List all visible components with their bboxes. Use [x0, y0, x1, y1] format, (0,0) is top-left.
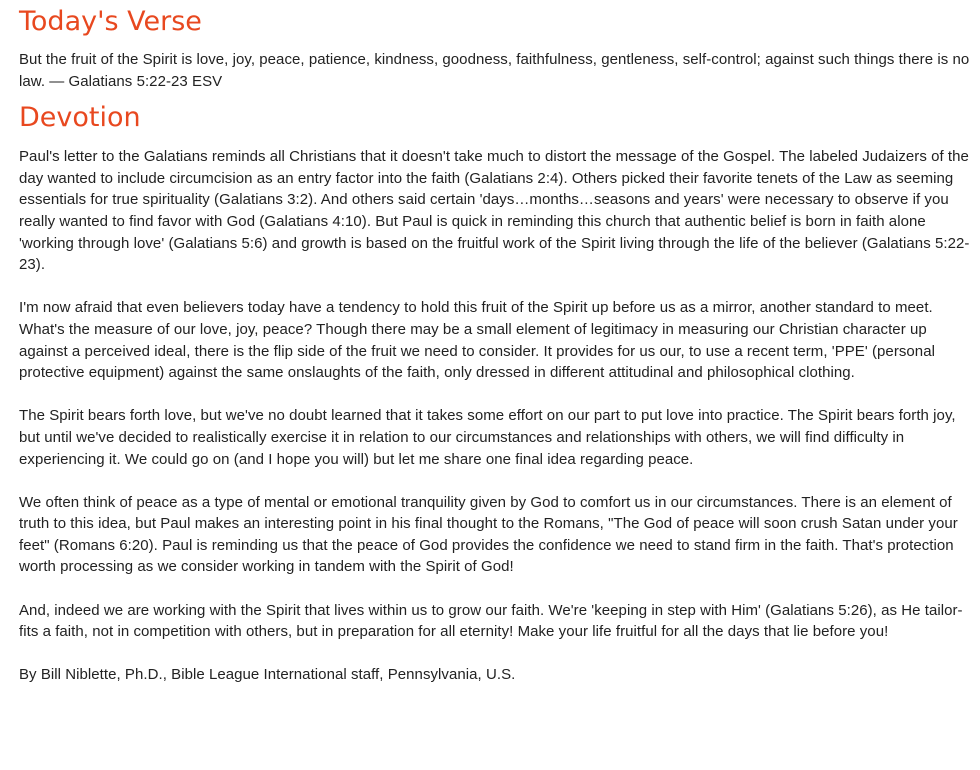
devotion-paragraph: We often think of peace as a type of mental or emotional tranquility given by God to comfort us in our circumstances. There is an element of truth to this idea, but Paul makes an interesting point in his final thought to the Romans, "The God of peace will soon crush Satan under your feet" (Romans 6:20). Paul is reminding us that the peace of God provides the confidence we need to stand firm in the faith. That's protection worth processing as we consider working in tandem with the Spirit of God!	[19, 493, 958, 576]
verse-heading: Today's Verse	[19, 6, 202, 37]
devotion-paragraph: The Spirit bears forth love, but we've no doubt learned that it takes some effort on our part to put love into practice. The Spirit bears forth joy, but until we've decided to realistically exercise it in relation to our circumstances and relationships with others, we will find difficulty in experiencing it. We could go on (and I hope you will) but let me share one final idea regarding peace.	[19, 407, 956, 468]
verse-text: But the fruit of the Spirit is love, joy, peace, patience, kindness, goodness, faithfulness, gentleness, self-control; against such things there is no law. — Galatians 5:22-23 ESV	[19, 51, 970, 90]
devotion-heading: Devotion	[19, 102, 141, 134]
devotion-paragraph: I'm now afraid that even believers today have a tendency to hold this fruit of the Spirit up before us as a mirror, another standard to meet. What's the measure of our love, joy, peace? Though there may be a small element of legitimacy in measuring our Christian character up against a perceived ideal, there is the flip side of the fruit we need to consider. It provides for us our, to use a recent term, 'PPE' (personal protective equipment) against the same onslaughts of the faith, only dressed in different attitudinal and philosophical clothing.	[19, 299, 935, 382]
verse-section	[19, 5, 970, 92]
devotion-section	[19, 101, 970, 686]
devotion-paragraph: Paul's letter to the Galatians reminds all Christians that it doesn't take much to distort the message of the Gospel. The labeled Judaizers of the day wanted to include circumcision as an entry factor into the faith (Galatians 2:4). Others picked their favorite tenets of the Law as seeming essentials for true spirituality (Galatians 3:2). And others said certain 'days…months…seasons and years' were necessary to observe if you really wanted to find favor with God (Galatians 4:10). But Paul is quick in reminding this church that authentic belief is born in faith alone 'working through love' (Galatians 5:6) and growth is based on the fruitful work of the Spirit living through the life of the believer (Galatians 5:22-23).	[19, 148, 970, 274]
author-byline: By Bill Niblette, Ph.D., Bible League International staff, Pennsylvania, U.S.	[19, 666, 516, 684]
devotion-paragraph: And, indeed we are working with the Spirit that lives within us to grow our faith. We're 'keeping in step with Him' (Galatians 5:26), as He tailor-fits a faith, not in competition with others, but in preparation for all eternity! Make your life fruitful for all the days that lie before you!	[19, 601, 963, 641]
